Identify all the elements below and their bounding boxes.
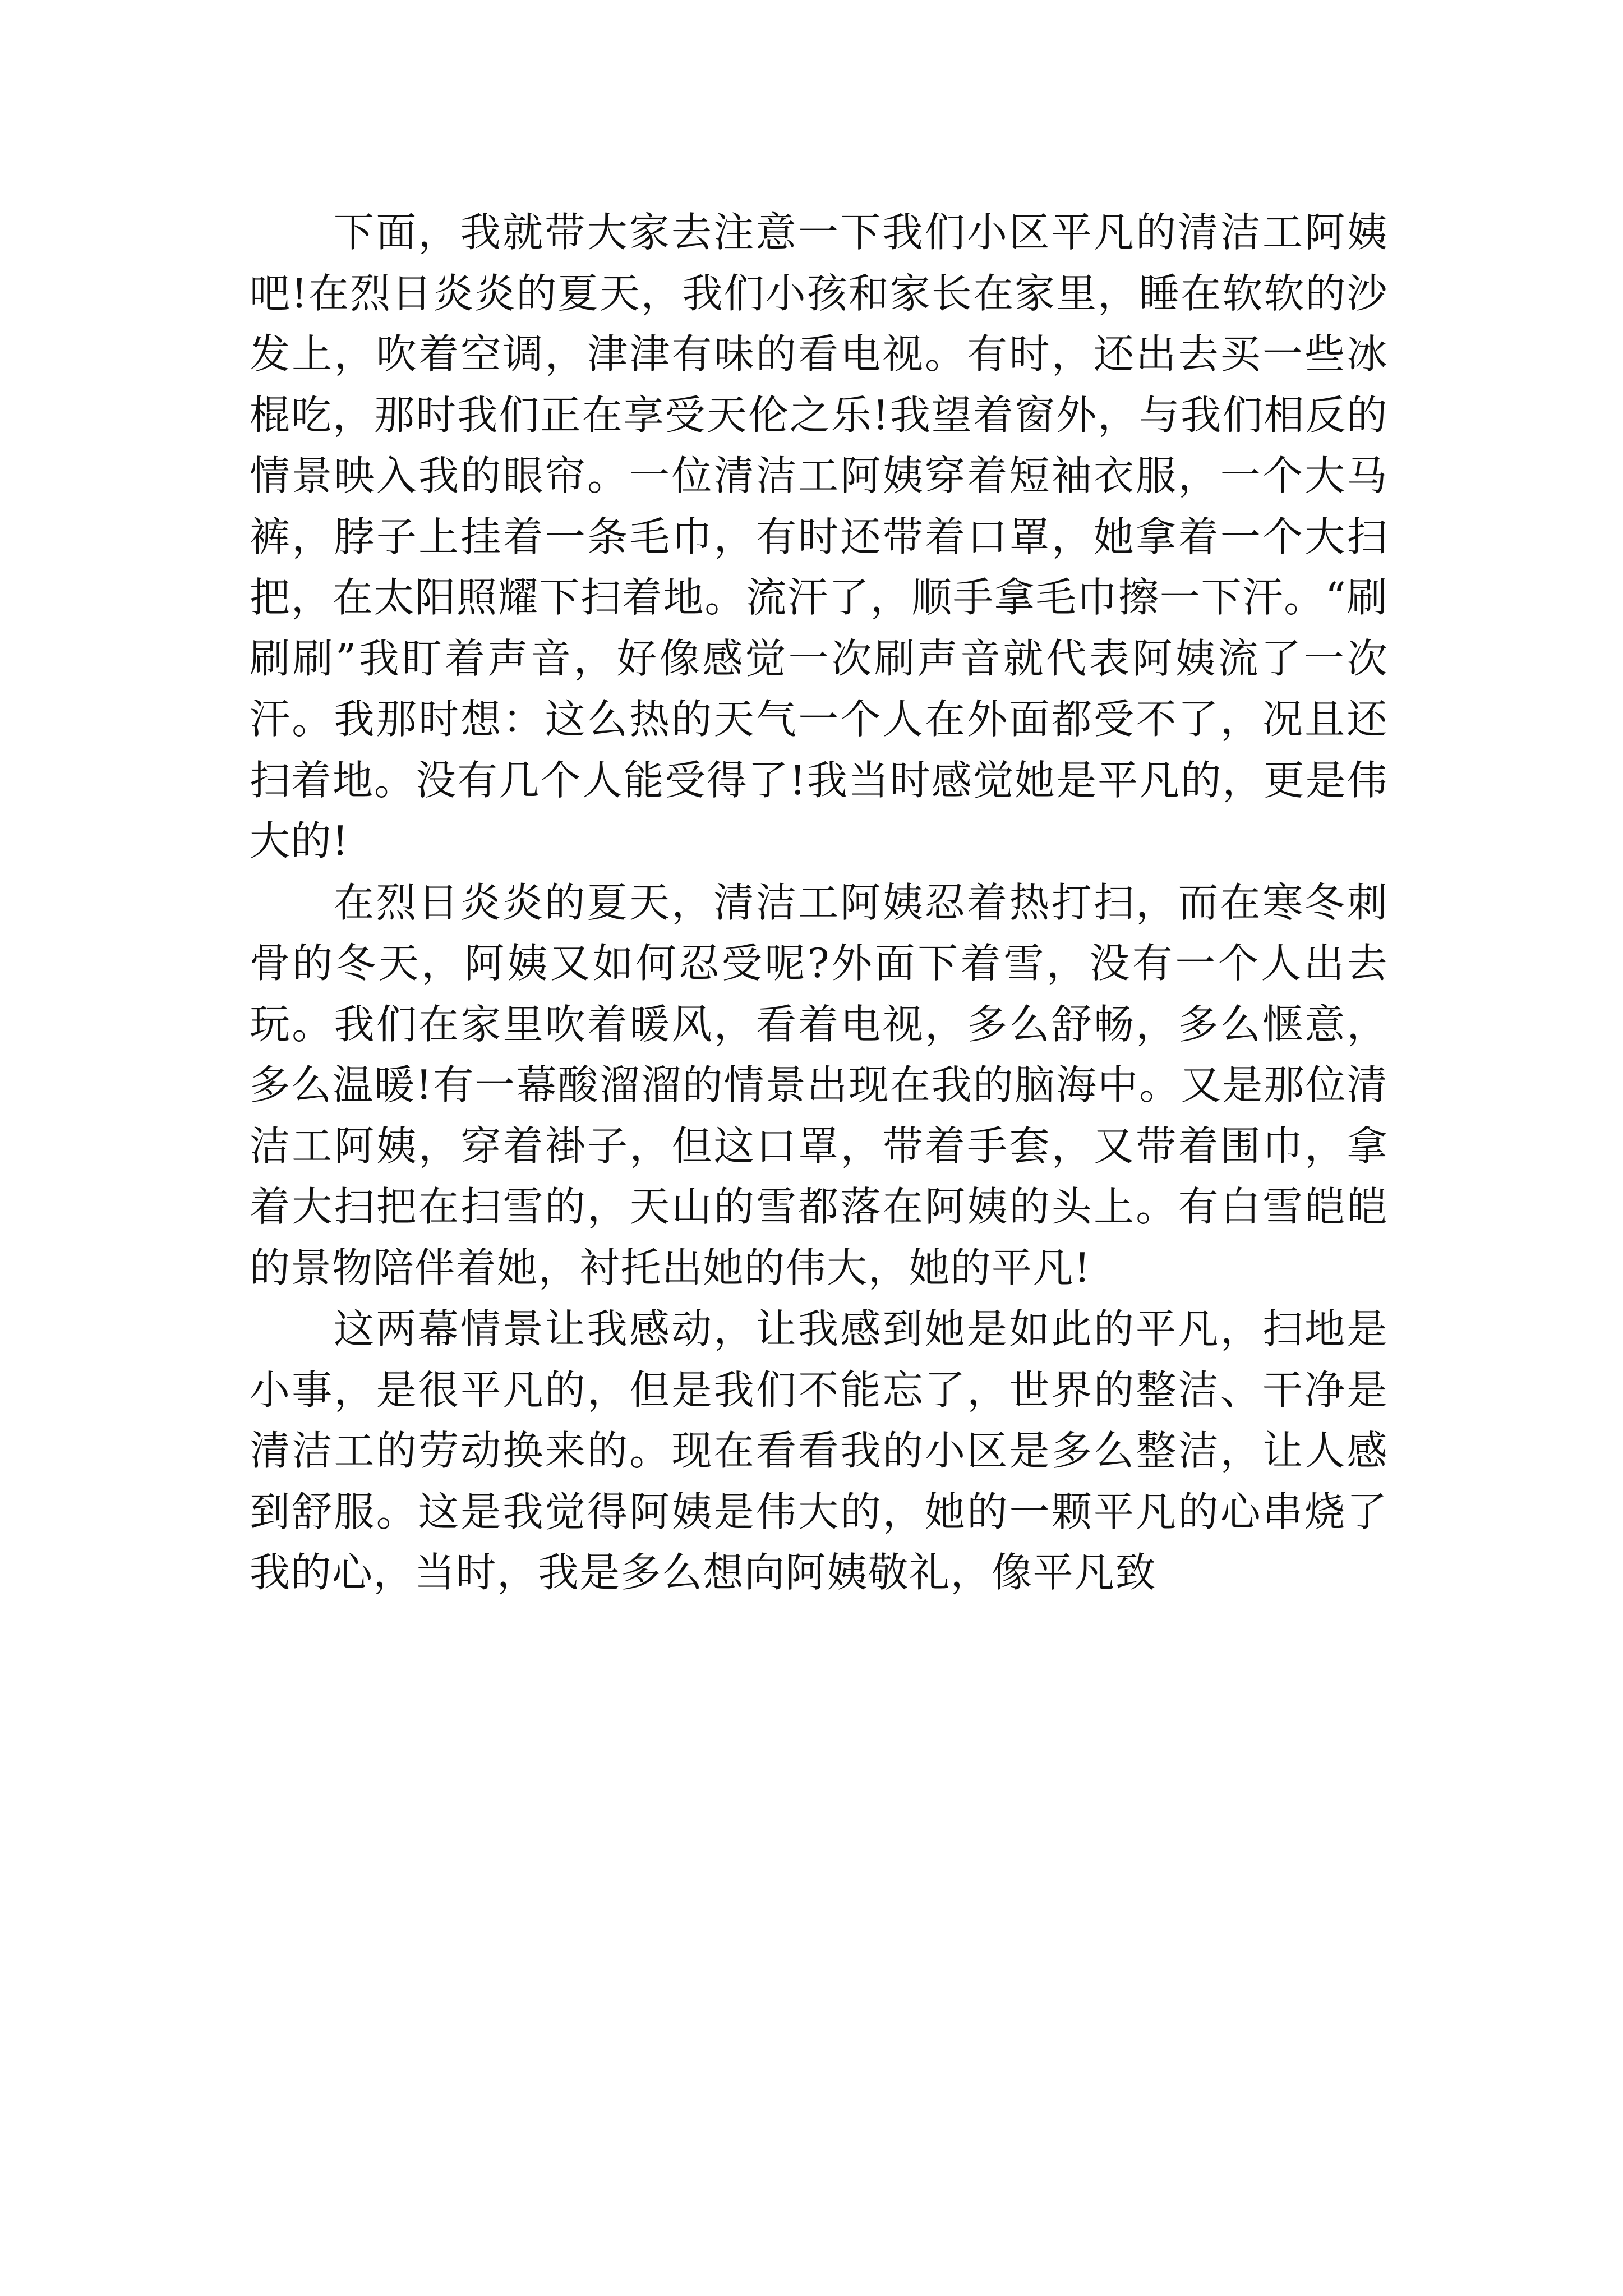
paragraph-2: 在烈日炎炎的夏天，清洁工阿姨忍着热打扫，而在寒冬刺骨的冬天，阿姨又如何忍受呢?外面下着雪，没有一个人出去玩。我们在家里吹着暖风，看着电视，多么舒畅，多么惬意，多么温暖!有一幕酸溜溜的情景出现在我的脑海中。又是那位清洁工阿姨，穿着褂子，但这口罩，带着手套，又带着围巾，拿着大扫把在扫雪的，天山的雪都落在阿姨的头上。有白雪皑皑的景物陪伴着她，衬托出她的伟大，她的平凡!: [250, 878, 1388, 1291]
paragraph-1: 下面，我就带大家去注意一下我们小区平凡的清洁工阿姨吧!在烈日炎炎的夏天，我们小孩和家长在家里，睡在软软的沙发上，吹着空调，津津有味的看电视。有时，还出去买一些冰棍吃，那时我们正在享受天伦之乐!我望着窗外，与我们相反的情景映入我的眼帘。一位清洁工阿姨穿着短袖衣服，一个大马裤，脖子上挂着一条毛巾，有时还带着口罩，她拿着一个大扫把，在太阳照耀下扫着地。流汗了，顺手拿毛巾擦一下汗。“刷刷刷”我盯着声音，好像感觉一次刷声音就代表阿姨流了一次汗。我那时想：这么热的天气一个人在外面都受不了，况且还扫着地。没有几个人能受得了!我当时感觉她是平凡的，更是伟大的!: [250, 209, 1388, 864]
paragraph-3: 这两幕情景让我感动，让我感到她是如此的平凡，扫地是小事，是很平凡的，但是我们不能忘了，世界的整洁、干净是清洁工的劳动换来的。现在看看我的小区是多么整洁，让人感到舒服。这是我觉得阿姨是伟大的，她的一颗平凡的心串烧了我的心，当时，我是多么想向阿姨敬礼，像平凡致: [250, 1305, 1388, 1596]
document-body: [250, 202, 1388, 1603]
